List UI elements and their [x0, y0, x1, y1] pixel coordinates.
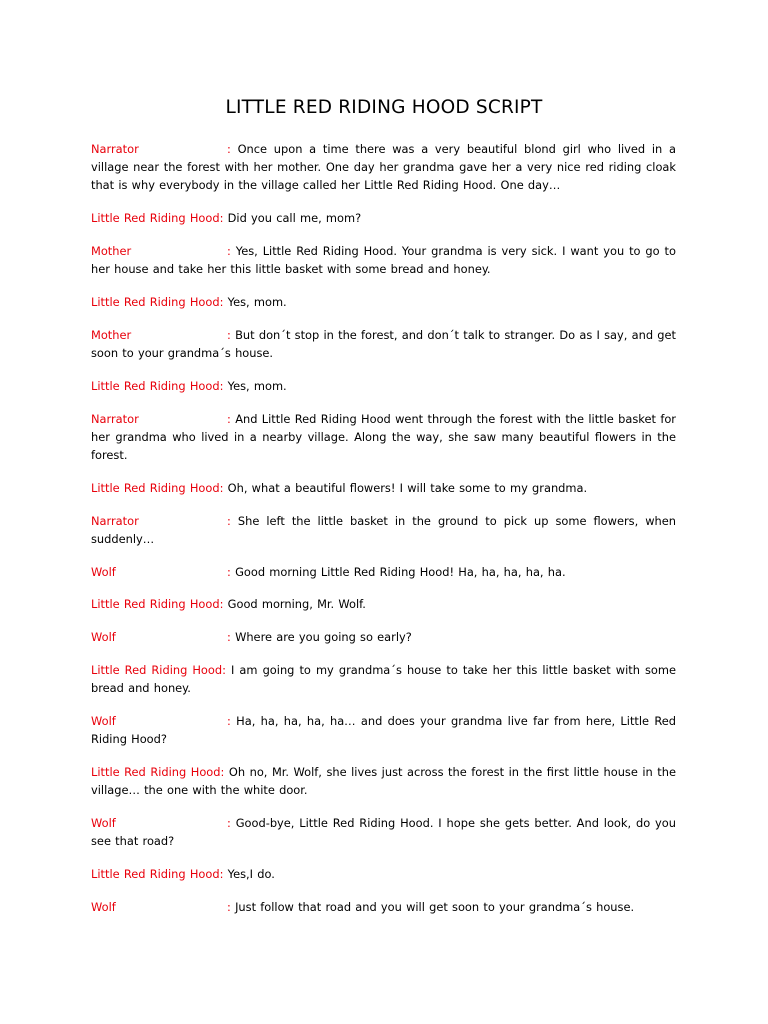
dialogue-text: Good morning, Mr. Wolf.	[227, 597, 366, 612]
speaker-name: Little Red Riding Hood	[91, 378, 220, 393]
dialogue-text: And Little Red Riding Hood went through the forest with the little basket for her grandma who lived in a nearby village. Along the way, she saw many beautiful flowers in the forest.	[91, 411, 676, 462]
dialogue-text: Ha, ha, ha, ha, ha… and does your grandma live far from here, Little Red Riding Hood?	[91, 713, 676, 747]
dialogue-text: Good-bye, Little Red Riding Hood. I hope she gets better. And look, do you see that road?	[91, 815, 676, 849]
script-line	[91, 763, 676, 799]
speaker-name: Narrator	[91, 513, 139, 528]
speaker-name: Wolf	[91, 899, 116, 914]
dialogue-text: Yes, Little Red Riding Hood. Your grandma is very sick. I want you to go to her house and take her this little basket with some bread and honey.	[91, 244, 676, 277]
dialogue-text: Yes, mom.	[227, 378, 287, 393]
script-line	[91, 512, 676, 548]
script-line	[91, 140, 676, 195]
dialogue-text: Where are you going so early?	[235, 630, 412, 645]
speaker-name: Little Red Riding Hood	[91, 295, 220, 309]
speaker-separator: :	[227, 142, 231, 156]
speaker-name: Wolf	[91, 815, 116, 830]
speaker-separator: :	[219, 211, 224, 226]
speaker-name: Little Red Riding Hood	[91, 866, 220, 881]
speaker-separator: :	[219, 480, 224, 495]
dialogue-text: Good morning Little Red Riding Hood! Ha, ha, ha, ha, ha.	[235, 564, 566, 579]
dialogue-text: Did you call me, mom?	[227, 211, 362, 226]
speaker-name: Narrator	[91, 411, 139, 426]
script-line	[91, 628, 676, 646]
speaker-separator: :	[220, 764, 225, 779]
speaker-separator: :	[219, 866, 224, 881]
speaker-name: Little Red Riding Hood	[91, 211, 220, 226]
page-title: LITTLE RED RIDING HOOD SCRIPT	[225, 97, 543, 118]
speaker-name: Mother	[91, 244, 132, 258]
speaker-separator: :	[227, 564, 231, 579]
dialogue-text: Oh no, Mr. Wolf, she lives just across the forest in the first little house in the village… the one with the white door.	[91, 764, 676, 798]
script-line	[91, 563, 676, 581]
speaker-name: Little Red Riding Hood	[91, 480, 220, 495]
script-line	[91, 595, 676, 613]
speaker-name: Little Red Riding Hood	[91, 764, 221, 779]
speaker-name: Little Red Riding Hood	[91, 662, 223, 677]
script-line	[91, 326, 676, 362]
dialogue-text: Oh, what a beautiful flowers! I will take some to my grandma.	[227, 480, 588, 495]
speaker-separator: :	[227, 327, 231, 342]
speaker-separator: :	[227, 713, 231, 728]
script-line	[91, 293, 676, 311]
speaker-separator: :	[227, 630, 231, 645]
speaker-separator: :	[219, 295, 224, 309]
dialogue-text: She left the little basket in the ground to pick up some flowers, when suddenly…	[91, 513, 676, 546]
dialogue-text: But don´t stop in the forest, and don´t talk to stranger. Do as I say, and get soon to your grandma´s house.	[91, 327, 676, 360]
script-line	[91, 377, 676, 395]
speaker-separator: :	[219, 378, 224, 393]
speaker-separator: :	[227, 815, 231, 830]
speaker-name: Wolf	[91, 630, 116, 645]
dialogue-text: Yes, mom.	[227, 295, 287, 309]
script-line	[91, 479, 676, 497]
speaker-name: Mother	[91, 327, 132, 342]
script-line	[91, 661, 676, 697]
script-line	[91, 814, 676, 850]
speaker-separator: :	[227, 244, 231, 258]
dialogue-text: Once upon a time there was a very beautiful blond girl who lived in a village near the forest with her mother. One day her grandma gave her a very nice red riding cloak that is why everybody in the village called her Little Red Riding Hood. One day…	[91, 142, 676, 193]
speaker-separator: :	[227, 411, 231, 426]
script-line	[91, 410, 676, 465]
dialogue-text: I am going to my grandma´s house to take her this little basket with some bread and honey.	[91, 662, 676, 696]
speaker-name: Wolf	[91, 564, 116, 579]
dialogue-text: Yes,I do.	[227, 866, 275, 881]
script-body	[91, 140, 676, 931]
script-line	[91, 865, 676, 883]
script-line	[91, 712, 676, 748]
speaker-separator: :	[222, 662, 226, 677]
speaker-separator: :	[219, 597, 224, 612]
speaker-separator: :	[227, 513, 231, 528]
script-line	[91, 898, 676, 916]
dialogue-text: Just follow that road and you will get soon to your grandma´s house.	[235, 899, 635, 914]
speaker-separator: :	[227, 899, 231, 914]
speaker-name: Little Red Riding Hood	[91, 597, 220, 612]
speaker-name: Narrator	[91, 142, 139, 156]
script-line	[91, 242, 676, 278]
speaker-name: Wolf	[91, 713, 116, 728]
script-line	[91, 209, 676, 227]
